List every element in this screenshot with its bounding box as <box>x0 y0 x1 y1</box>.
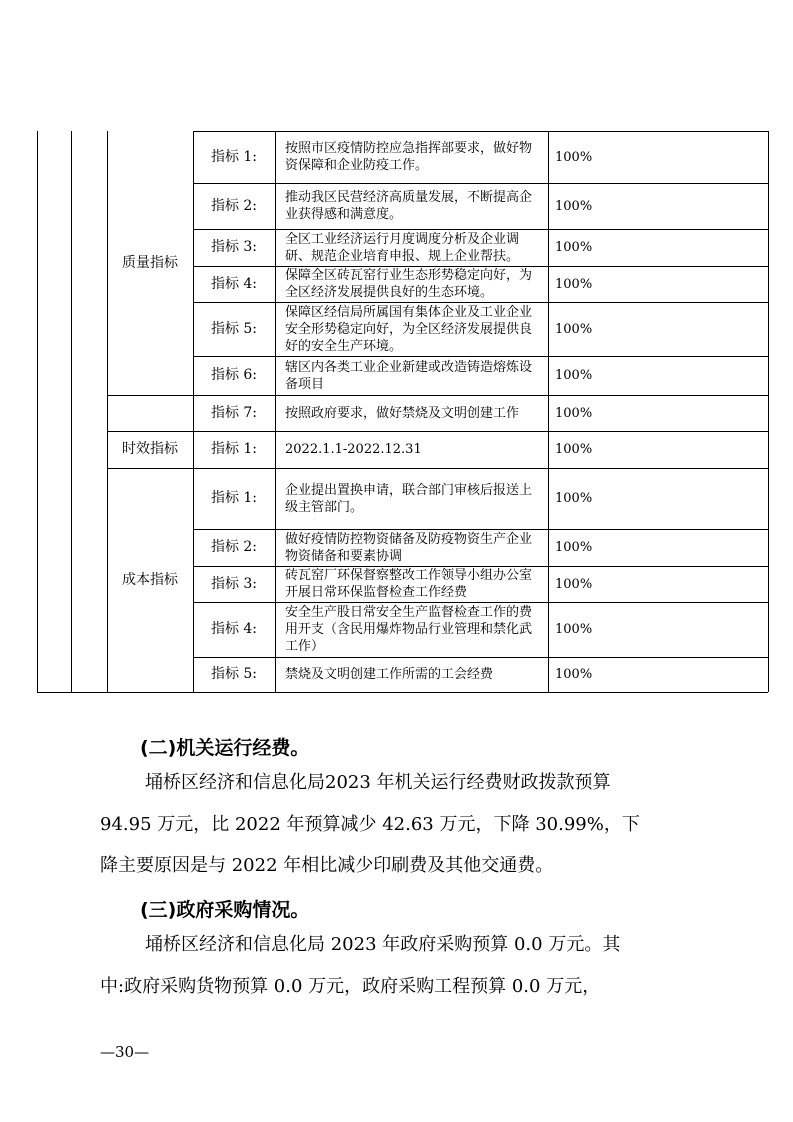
section-heading-3: (三)政府采购情况。 <box>140 899 310 921</box>
row-label: 指标 5: <box>210 666 258 682</box>
row-content: 安全生产股日常安全生产监督检查工作的费用开支（含民用爆炸物品行业管理和禁化武工作） <box>285 605 533 654</box>
row-value: 100% <box>555 198 593 214</box>
row-label: 指标 5: <box>210 320 258 337</box>
row-label: 指标 1: <box>210 490 258 506</box>
row-label: 指标 4: <box>210 275 258 292</box>
row-value: 100% <box>555 622 593 637</box>
row-label: 指标 3: <box>210 239 258 255</box>
row-content: 辖区内各类工业企业新建或改造铸造熔炼设备项目 <box>285 359 533 392</box>
category-quality: 质量指标 <box>122 254 178 271</box>
row-value: 100% <box>555 149 593 165</box>
row-value: 100% <box>555 405 593 421</box>
row-label: 指标 3: <box>210 575 258 592</box>
paragraph-line: 94.95 万元，比 2022 年预算减少 42.63 万元，下降 30.99%，下 <box>100 814 640 835</box>
row-value: 100% <box>555 276 593 292</box>
row-content: 2022.1.1-2022.12.31 <box>285 442 422 457</box>
row-value: 100% <box>555 667 593 682</box>
row-label: 指标 2: <box>210 539 258 555</box>
paragraph-line: 埇桥区经济和信息化局2023 年机关运行经费财政拨款预算 <box>145 772 611 793</box>
row-value: 100% <box>555 442 593 457</box>
section-heading-2: (二)机关运行经费。 <box>140 737 310 759</box>
row-label: 指标 1: <box>210 148 258 165</box>
category-cost: 成本指标 <box>122 571 178 588</box>
paragraph-line: 中:政府采购货物预算 0.0 万元，政府采购工程预算 0.0 万元， <box>100 976 601 997</box>
row-content: 推动我区民营经济高质量发展，不断提高企业获得感和满意度。 <box>285 190 533 222</box>
row-label: 指标 6: <box>210 367 258 383</box>
row-value: 100% <box>555 540 593 555</box>
row-label: 指标 7: <box>210 404 258 421</box>
page-number: —30— <box>100 1043 150 1061</box>
row-content: 按照政府要求，做好禁烧及文明创建工作 <box>285 405 520 421</box>
row-label: 指标 2: <box>210 197 258 214</box>
row-label: 指标 1: <box>210 441 258 457</box>
row-content: 保障区经信局所属国有集体企业及工业企业安全形势稳定向好，为全区经济发展提供良好的安全生产环境。 <box>285 304 533 354</box>
row-content: 保障全区砖瓦窑行业生态形势稳定向好，为全区经济发展提供良好的生态环境。 <box>285 268 533 300</box>
category-time: 时效指标 <box>122 441 178 457</box>
row-value: 100% <box>555 576 593 592</box>
row-value: 100% <box>555 240 593 255</box>
row-content: 企业提出置换申请，联合部门审核后报送上级主管部门。 <box>285 482 533 515</box>
row-content: 按照市区疫情防控应急指挥部要求，做好物资保障和企业防疫工作。 <box>285 141 533 173</box>
paragraph-line: 降主要原因是与 2022 年相比减少印刷费及其他交通费。 <box>100 855 554 876</box>
paragraph-line: 埇桥区经济和信息化局 2023 年政府采购预算 0.0 万元。其 <box>145 934 621 955</box>
row-content: 禁烧及文明创建工作所需的工会经费 <box>285 667 494 682</box>
row-value: 100% <box>555 368 593 383</box>
row-content: 做好疫情防控物资储备及防疫物资生产企业物资储备和要素协调 <box>285 531 533 564</box>
row-value: 100% <box>555 491 593 506</box>
row-label: 指标 4: <box>210 621 258 637</box>
row-content: 砖瓦窑厂环保督察整改工作领导小组办公室开展日常环保监督检查工作经费 <box>285 568 533 600</box>
row-content: 全区工业经济运行月度调度分析及企业调研、规范企业培育申报、规上企业帮扶。 <box>285 231 520 264</box>
row-value: 100% <box>555 321 593 337</box>
